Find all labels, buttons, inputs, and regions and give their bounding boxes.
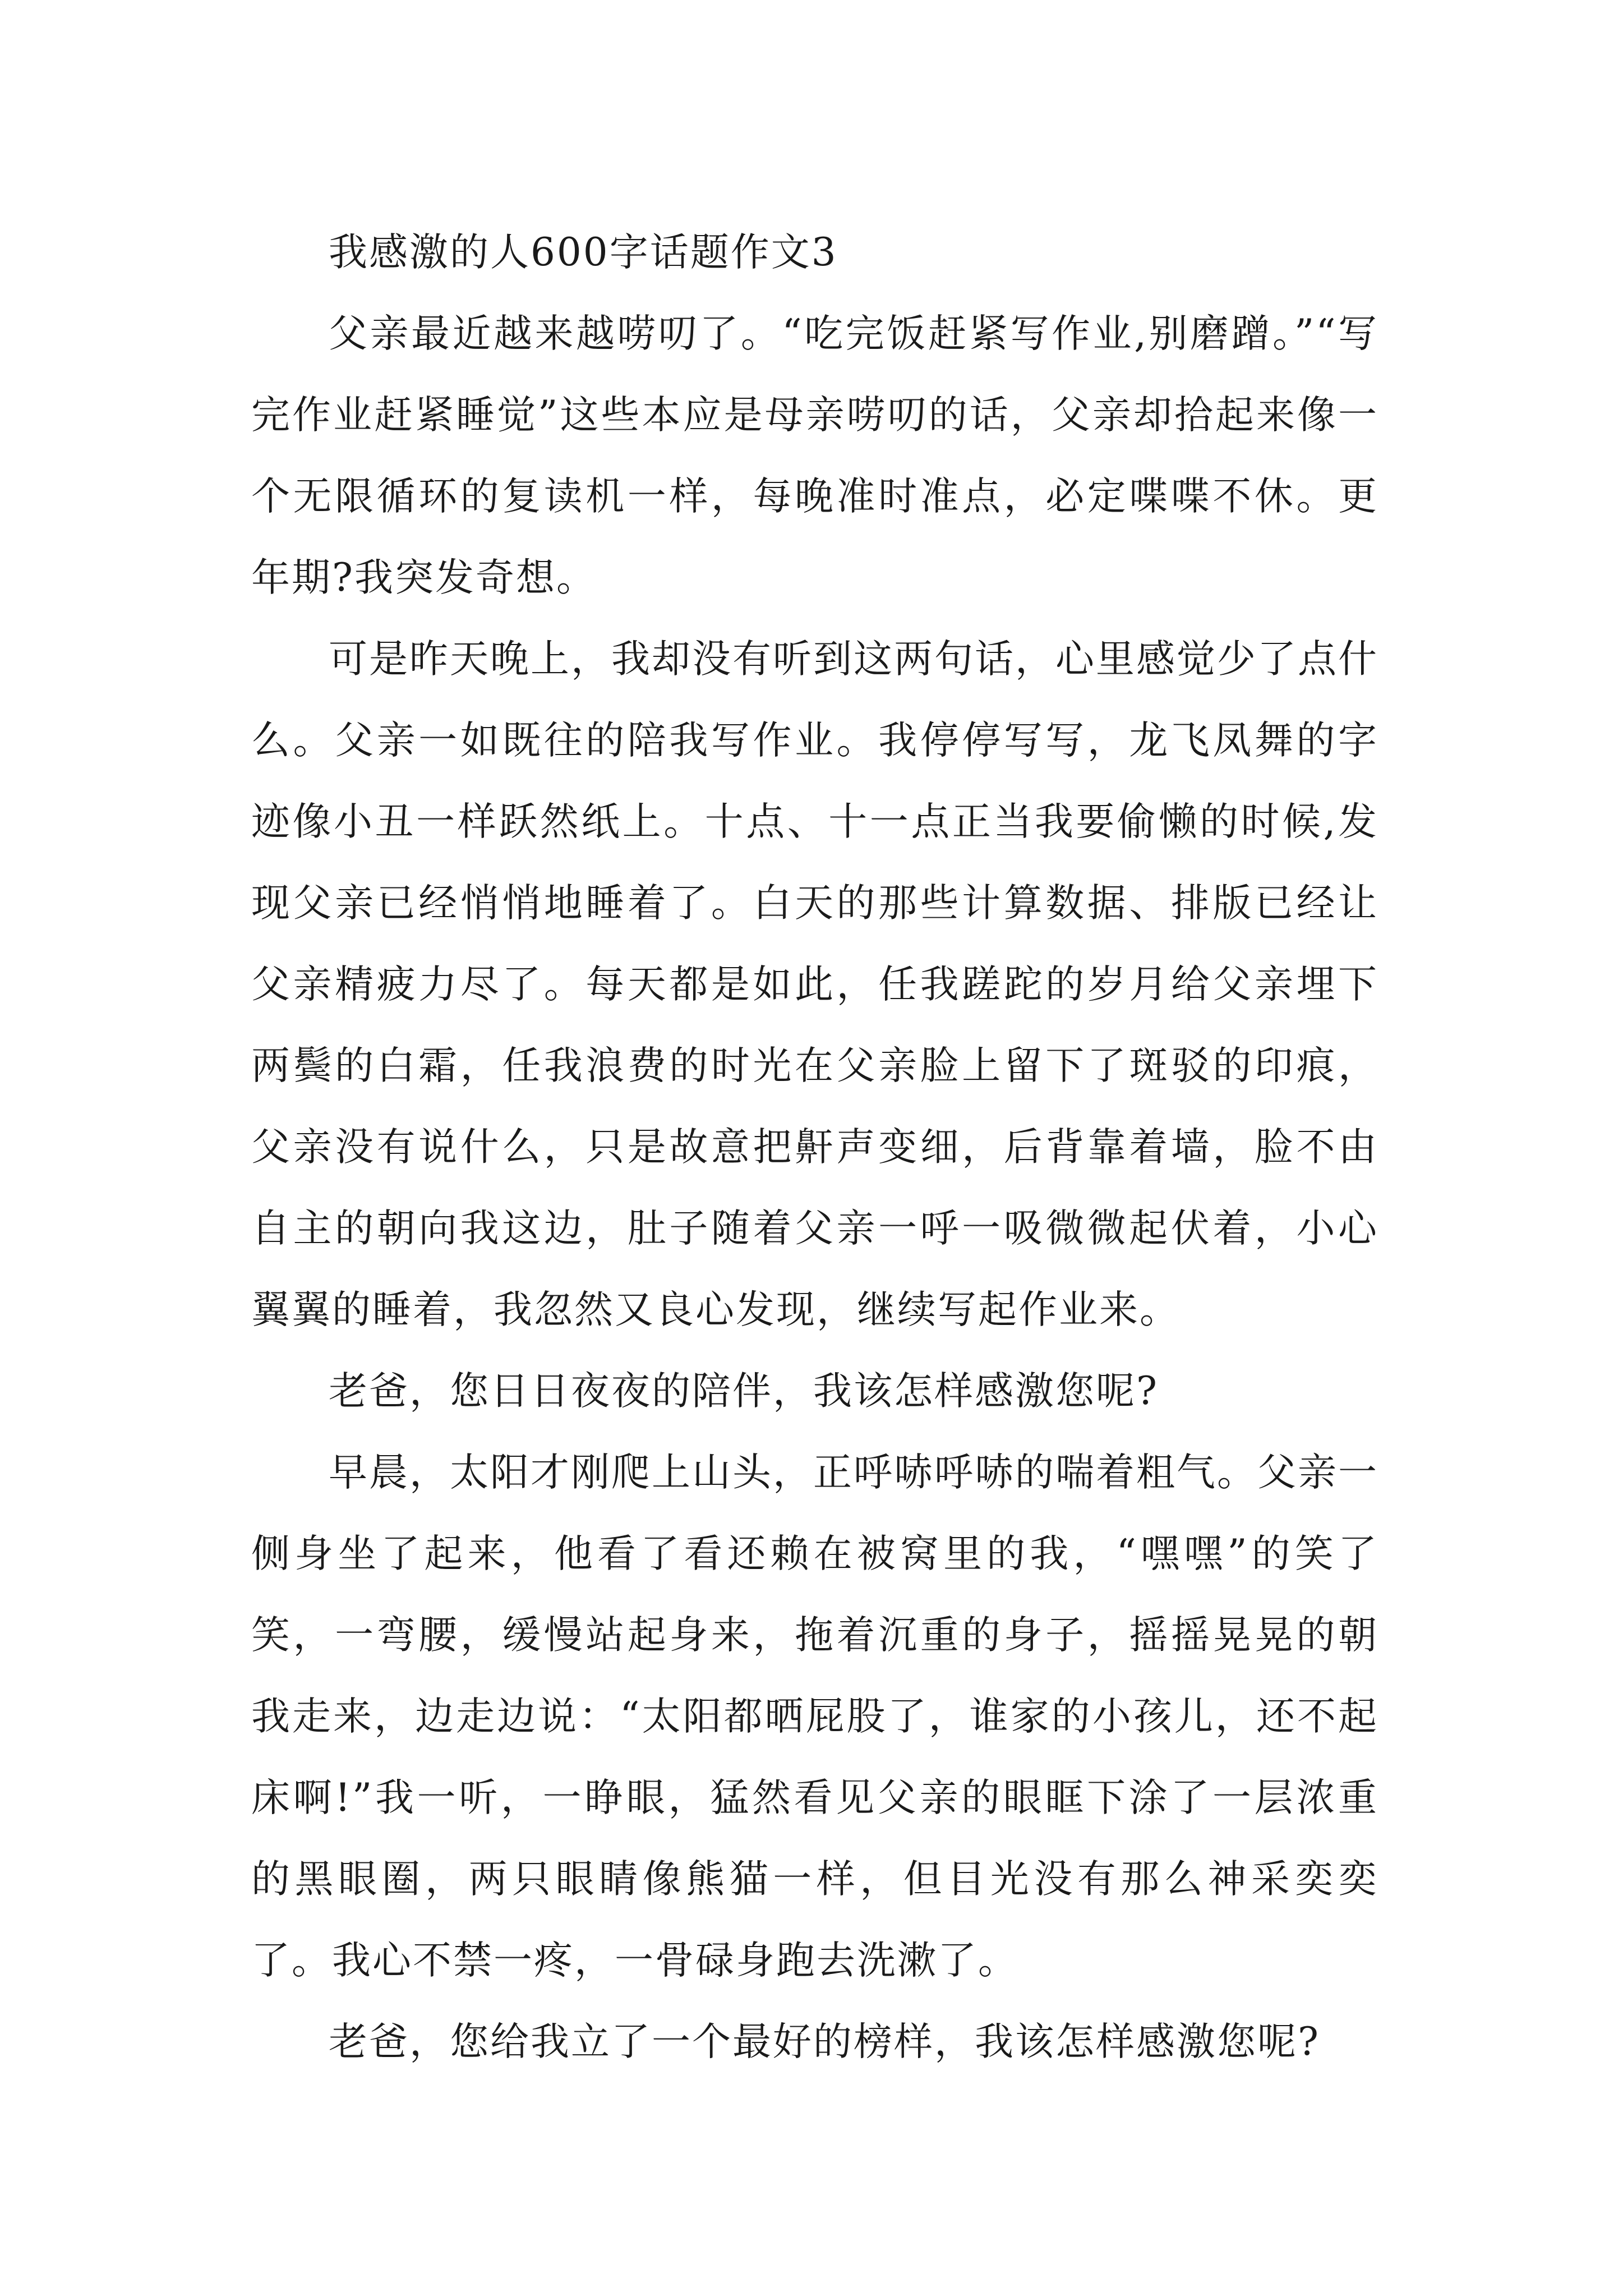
paragraph-3: 老爸，您日日夜夜的陪伴，我该怎样感激您呢?	[329, 1369, 1159, 1414]
paragraph-1: 父亲最近越来越唠叨了。“吃完饭赶紧写作业,别磨蹭。”“写完作业赶紧睡觉”这些本应是母亲唠叨的话，父亲却拾起来像一个无限循环的复读机一样，每晚准时准点，必定喋喋不休。更年期?我突发奇想。	[251, 311, 1378, 600]
document-title: 我感激的人600字话题作文3	[329, 230, 838, 275]
document-body	[251, 212, 1378, 2083]
paragraph-2: 可是昨天晚上，我却没有听到这两句话，心里感觉少了点什么。父亲一如既往的陪我写作业。我停停写写，龙飞凤舞的字迹像小丑一样跃然纸上。十点、十一点正当我要偷懒的时候,发现父亲已经悄悄地睡着了。白天的那些计算数据、排版已经让父亲精疲力尽了。每天都是如此，任我蹉跎的岁月给父亲埋下两鬓的白霜，任我浪费的时光在父亲脸上留下了斑驳的印痕，父亲没有说什么，只是故意把鼾声变细，后背靠着墙，脸不由自主的朝向我这边，肚子随着父亲一呼一吸微微起伏着，小心翼翼的睡着，我忽然又良心发现，继续写起作业来。	[251, 637, 1378, 1332]
paragraph-5: 老爸，您给我立了一个最好的榜样，我该怎样感激您呢?	[329, 2019, 1320, 2064]
paragraph-4: 早晨，太阳才刚爬上山头，正呼哧呼哧的喘着粗气。父亲一侧身坐了起来，他看了看还赖在被窝里的我，“嘿嘿”的笑了笑，一弯腰，缓慢站起身来，拖着沉重的身子，摇摇晃晃的朝我走来，边走边说：“太阳都晒屁股了，谁家的小孩儿，还不起床啊!”我一听，一睁眼，猛然看见父亲的眼眶下涂了一层浓重的黑眼圈，两只眼睛像熊猫一样，但目光没有那么神采奕奕了。我心不禁一疼，一骨碌身跑去洗漱了。	[251, 1450, 1378, 1983]
